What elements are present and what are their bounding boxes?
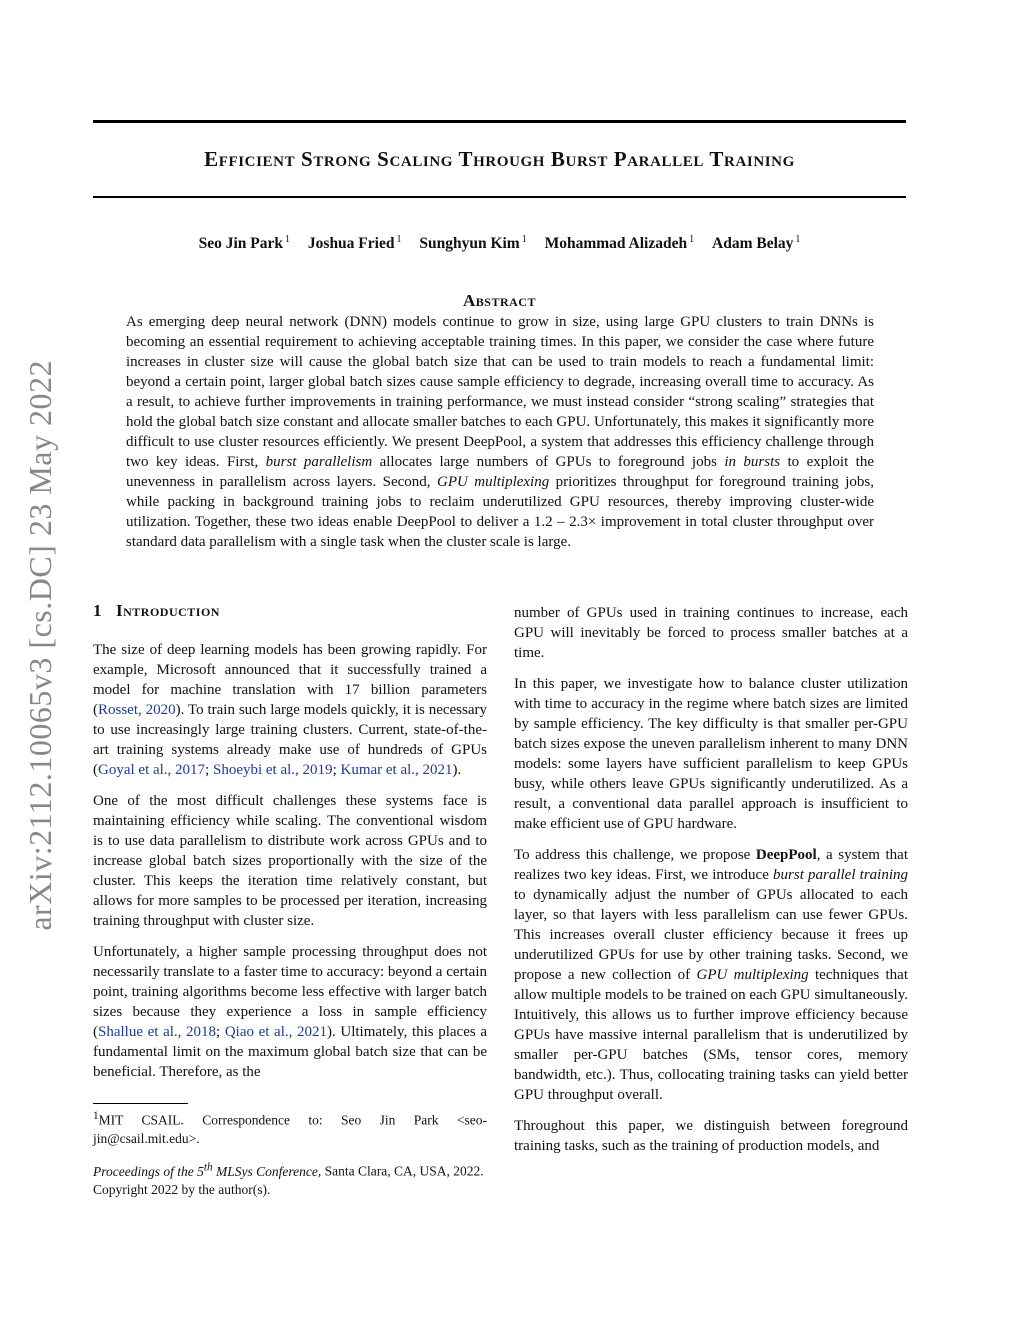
citation-link[interactable]: Goyal et al., 2017	[98, 762, 206, 778]
author-list	[93, 234, 906, 253]
author: Adam Belay $^1$	[712, 234, 801, 253]
intro-paragraph-2: One of the most difficult challenges these systems face is maintaining efficiency while scaling. The conventional wisdom is to use data parallelism to distribute work across GPUs and to increase global batch sizes proportionally with the size of the cluster. This keeps the iteration time relatively constant, but allows for more samples to be processed per iteration, increasing training throughput with cluster size.	[93, 793, 487, 929]
title-top-rule	[93, 120, 906, 123]
author: Sunghyun Kim $^1$	[419, 234, 527, 253]
arxiv-stamp: arXiv:2112.10065v3 [cs.DC] 23 May 2022	[21, 359, 58, 931]
abstract-heading: Abstract	[463, 291, 536, 310]
footnote-rule	[93, 1103, 188, 1104]
citation-link[interactable]: Shallue et al., 2018	[98, 1024, 217, 1040]
intro-paragraph-7: Throughout this paper, we distinguish between foreground training tasks, such as the training of production models, and	[514, 1118, 908, 1154]
citation-link[interactable]: Kumar et al., 2021	[340, 762, 453, 778]
intro-paragraph-5: In this paper, we investigate how to balance cluster utilization with time to accuracy in the regime where batch sizes are limited by sample efficiency. The key difficulty is that smaller per-GPU batch sizes expose the uneven parallelism inherent to many DNN models: some layers have sufficient parallelism to keep GPUs busy, while others leave GPUs significantly underutilized. As a result, a conventional data parallel approach is insufficient to make efficient use of GPU hardware.	[514, 676, 908, 832]
title-bottom-rule	[93, 196, 906, 198]
right-column	[514, 603, 908, 1167]
author: Seo Jin Park $^1$	[198, 234, 291, 253]
intro-paragraph-1: The size of deep learning models has been growing rapidly. For example, Microsoft announced that it successfully trained a model for machine translation with 17 billion parameters (Rosset, 2020). To train such large models quickly, it is necessary to use increasingly large training clusters. Current, state-of-the-art training systems already make use of hundreds of GPUs (Goyal et al., 2017; Shoeybi et al., 2019; Kumar et al., 2021).	[93, 642, 487, 778]
abstract-body: As emerging deep neural network (DNN) models continue to grow in size, using large GPU clusters to train DNNs is becoming an essential requirement to achieving acceptable training times. In this paper, we consider the case where future increases in cluster size will cause the global batch size that can be used to train models to reach a fundamental limit: beyond a certain point, larger global batch sizes cause sample efficiency to degrade, increasing overall time to accuracy. As a result, to achieve further improvements in training performance, we must instead consider “strong scaling” strategies that hold the global batch size constant and allocate smaller batches to each GPU. Unfortunately, this makes it significantly more difficult to use cluster resources efficiently. We present DeepPool, a system that addresses this efficiency challenge through two key ideas. First, burst parallelism allocates large numbers of GPUs to foreground jobs in bursts to exploit the unevenness in parallelism across layers. Second, GPU multiplexing prioritizes throughput for foreground training jobs, while packing in background training jobs to reclaim underutilized GPU resources, thereby improving cluster-wide utilization. Together, these two ideas enable DeepPool to deliver a 1.2 – 2.3× improvement in total cluster throughput over standard data parallelism with a single task when the cluster scale is large.	[126, 314, 874, 550]
citation-link[interactable]: Shoeybi et al., 2019	[212, 762, 333, 778]
intro-paragraph-3: Unfortunately, a higher sample processing throughput does not necessarily translate to a faster time to accuracy: beyond a certain point, training algorithms become less effective with larger batch sizes because they experience a loss in sample efficiency (Shallue et al., 2018; Qiao et al., 2021). Ultimately, this places a fundamental limit on the maximum global batch size that can be beneficial. Therefore, as the	[93, 944, 487, 1080]
citation-link[interactable]: Qiao et al., 2021	[224, 1024, 328, 1040]
intro-paragraph-6: To address this challenge, we propose DeepPool, a system that realizes two key ideas. First, we introduce burst parallel training to dynamically adjust the number of GPUs allocated to each layer, so that layers with less parallelism can use fewer GPUs. This increases overall cluster efficiency because it frees up underutilized GPUs for use by other training tasks. Second, we propose a new collection of GPU multiplexing techniques that allow multiple models to be trained on each GPU simultaneously. Intuitively, this allows us to further improve efficiency because GPUs have massive internal parallelism that is underutilized by smaller per-GPU batches (SMs, tensor cores, memory bandwidth, etc.). Thus, collocating training tasks can yield better GPU throughput overall.	[514, 847, 909, 1103]
left-column	[93, 601, 487, 1093]
paper-title: Efficient Strong Scaling Through Burst Parallel Training	[204, 147, 795, 171]
author: Joshua Fried $^1$	[307, 234, 402, 253]
proceedings-note: Proceedings of the 5th MLSys Conference, Santa Clara, CA, USA, 2022. Copyright 2022 by the author(s).	[93, 1161, 484, 1197]
section-heading-introduction: 1 Introduction	[93, 601, 220, 620]
citation-link[interactable]: Rosset, 2020	[98, 702, 176, 718]
footnote-affiliation: $^1$MIT CSAIL. Correspondence to: Seo Jin Park <seo-jin@csail.mit.edu>.	[93, 1110, 487, 1146]
intro-paragraph-4: number of GPUs used in training continues to increase, each GPU will inevitably be forced to process smaller batches at a time.	[514, 605, 908, 661]
author: Mohammad Alizadeh $^1$	[544, 234, 695, 253]
